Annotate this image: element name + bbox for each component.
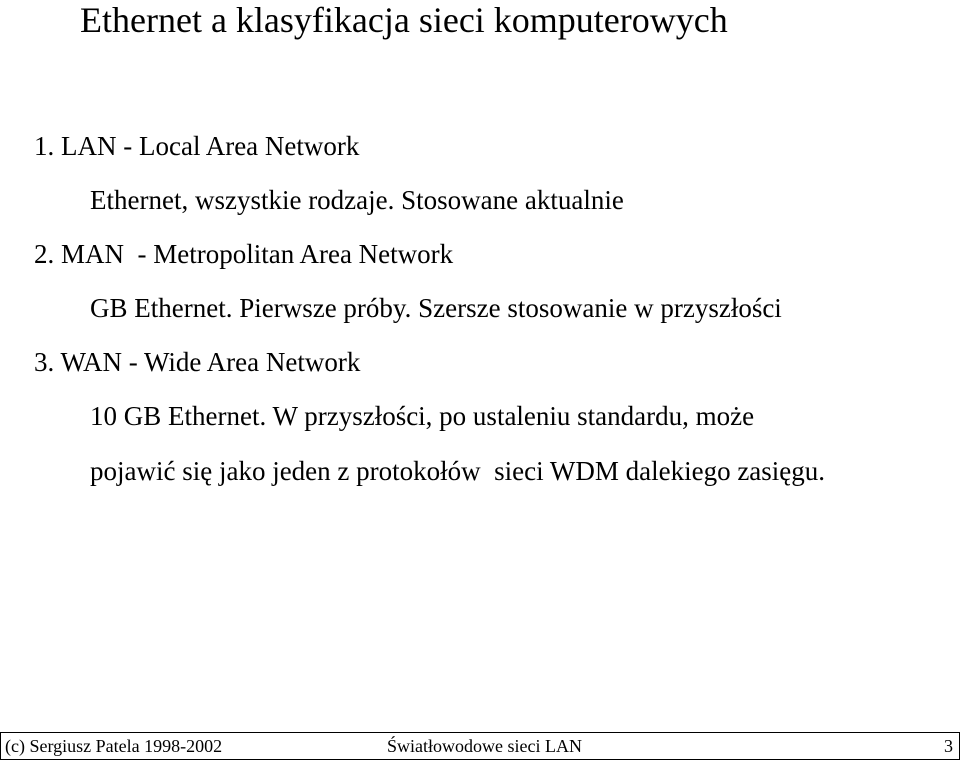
footer-course-title: Światłowodowe sieci LAN bbox=[387, 736, 582, 756]
item-wan-description-line-1: 10 GB Ethernet. W przyszłości, po ustaleniu standardu, może bbox=[90, 401, 755, 431]
item-man-heading: 2. MAN - Metropolitan Area Network bbox=[34, 239, 454, 269]
slide-footer bbox=[0, 732, 960, 760]
slide-title: Ethernet a klasyfikacja sieci komputerowych bbox=[80, 0, 728, 40]
item-lan-description: Ethernet, wszystkie rodzaje. Stosowane aktualnie bbox=[90, 185, 624, 215]
item-wan-description-line-2: pojawić się jako jeden z protokołów sieci WDM dalekiego zasięgu. bbox=[90, 456, 826, 486]
item-man-description: GB Ethernet. Pierwsze próby. Szersze stosowanie w przyszłości bbox=[90, 293, 782, 323]
item-lan-heading: 1. LAN - Local Area Network bbox=[34, 131, 360, 161]
footer-page-number: 3 bbox=[944, 736, 953, 756]
item-wan-heading: 3. WAN - Wide Area Network bbox=[34, 347, 361, 377]
footer-copyright: (c) Sergiusz Patela 1998-2002 bbox=[5, 736, 223, 756]
